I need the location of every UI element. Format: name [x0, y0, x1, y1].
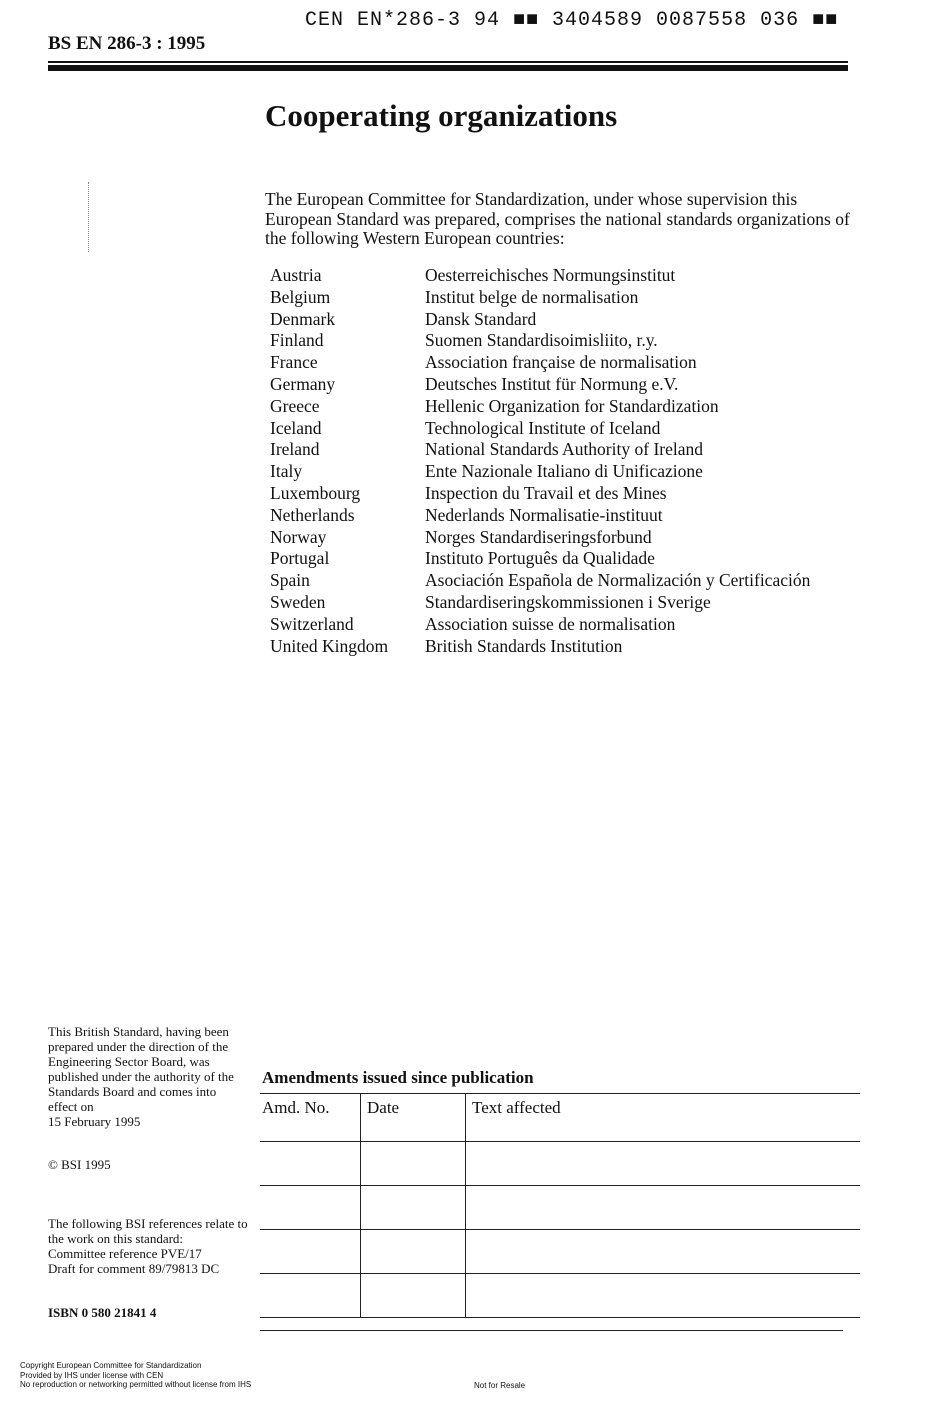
member-organization: Dansk Standard — [425, 308, 537, 329]
member-row — [270, 396, 810, 418]
member-row — [270, 614, 810, 636]
member-row — [270, 287, 810, 309]
member-organization: National Standards Authority of Ireland — [425, 439, 703, 460]
member-row — [270, 439, 810, 461]
member-organization: Nederlands Normalisatie-instituut — [425, 504, 663, 525]
member-organization: British Standards Institution — [425, 635, 623, 656]
member-row — [270, 330, 810, 352]
member-organization: Association suisse de normalisation — [425, 613, 676, 634]
member-country: Austria — [270, 265, 322, 285]
table-row — [260, 1142, 860, 1186]
member-row — [270, 592, 810, 614]
member-organization: Asociación Española de Normalización y Certificación — [425, 570, 811, 591]
member-row — [270, 505, 810, 527]
copyright-note: © BSI 1995 — [48, 1157, 111, 1172]
member-row — [270, 527, 810, 549]
member-country: Portugal — [270, 548, 330, 569]
member-country: Germany — [270, 373, 336, 394]
committee-reference: Committee reference PVE/17 — [48, 1246, 202, 1261]
column-header-text-affected: Text affected — [466, 1094, 861, 1142]
member-country: France — [270, 352, 318, 373]
member-row — [270, 483, 810, 505]
header-rule-thick — [48, 65, 848, 71]
member-organization: Association française de normalisation — [425, 352, 697, 373]
table-header-row — [260, 1094, 860, 1142]
table-row — [260, 1274, 860, 1318]
publication-note — [48, 1024, 248, 1129]
member-country: Luxembourg — [270, 482, 361, 503]
effective-date: 15 February 1995 — [48, 1114, 141, 1129]
footer-copyright: Copyright European Committee for Standardization — [20, 1361, 202, 1370]
member-organization: Standardiseringskommissionen i Sverige — [425, 591, 711, 612]
member-country: Sweden — [270, 591, 326, 612]
member-country: Ireland — [270, 439, 320, 460]
member-country: Spain — [270, 570, 310, 591]
member-row — [270, 461, 810, 483]
member-country: Switzerland — [270, 613, 354, 634]
member-country: Netherlands — [270, 504, 355, 525]
member-country: Belgium — [270, 286, 331, 307]
member-row — [270, 352, 810, 374]
member-organization: Ente Nazionale Italiano di Unificazione — [425, 461, 703, 482]
publication-statement: This British Standard, having been prepared under the direction of the Engineering Sector Board, was published under the authority of the Standards Board and comes into effect on — [48, 1024, 234, 1114]
member-organization: Oesterreichisches Normungsinstitut — [425, 265, 676, 285]
not-for-resale: Not for Resale — [474, 1381, 526, 1390]
standard-id: BS EN 286-3 : 1995 — [48, 33, 206, 54]
member-row — [270, 636, 810, 658]
footer-license: No reproduction or networking permitted without license from IHS — [20, 1380, 252, 1389]
member-organization: Institut belge de normalisation — [425, 286, 639, 307]
table-row — [260, 1186, 860, 1230]
member-organization: Hellenic Organization for Standardization — [425, 395, 719, 416]
footer-provider: Provided by IHS under license with CEN — [20, 1370, 164, 1380]
header-rule-thin — [48, 61, 848, 63]
member-organization: Suomen Standardisoimisliito, r.y. — [425, 330, 658, 351]
license-footer — [20, 1361, 251, 1390]
member-country: Iceland — [270, 417, 322, 438]
member-organization: Deutsches Institut für Normung e.V. — [425, 373, 679, 394]
member-row — [270, 374, 810, 396]
member-row — [270, 265, 810, 287]
bsi-references — [48, 1216, 258, 1276]
member-row — [270, 570, 810, 592]
member-country: Finland — [270, 330, 324, 351]
table-row — [260, 1230, 860, 1274]
bottom-rule — [260, 1330, 843, 1331]
column-header-date: Date — [361, 1094, 466, 1142]
member-country: Italy — [270, 461, 303, 482]
isbn: ISBN 0 580 21841 4 — [48, 1305, 157, 1320]
intro-paragraph: The European Committee for Standardization, under whose supervision this European Standard was prepared, comprises the national standards organizations of the following Western European countries: — [265, 189, 850, 248]
member-organization: Instituto Português da Qualidade — [425, 548, 655, 569]
member-row — [270, 548, 810, 570]
member-country: Norway — [270, 526, 327, 547]
draft-reference: Draft for comment 89/79813 DC — [48, 1261, 220, 1276]
member-organization: Norges Standardiseringsforbund — [425, 526, 652, 547]
references-intro: The following BSI references relate to the work on this standard: — [48, 1216, 248, 1246]
member-country: United Kingdom — [270, 635, 389, 656]
member-organization: Inspection du Travail et des Mines — [425, 482, 667, 503]
member-country: Denmark — [270, 308, 336, 329]
page-title: Cooperating organizations — [265, 98, 618, 133]
member-list — [270, 265, 810, 657]
amendments-title: Amendments issued since publication — [262, 1068, 534, 1087]
margin-mark — [88, 182, 89, 252]
amendments-table — [260, 1093, 860, 1318]
member-row — [270, 309, 810, 331]
scan-code: CEN EN*286-3 94 ■■ 3404589 0087558 036 ■■ — [305, 9, 839, 32]
member-organization: Technological Institute of Iceland — [425, 417, 661, 438]
member-row — [270, 418, 810, 440]
column-header-amd-no: Amd. No. — [260, 1094, 361, 1142]
member-country: Greece — [270, 395, 320, 416]
